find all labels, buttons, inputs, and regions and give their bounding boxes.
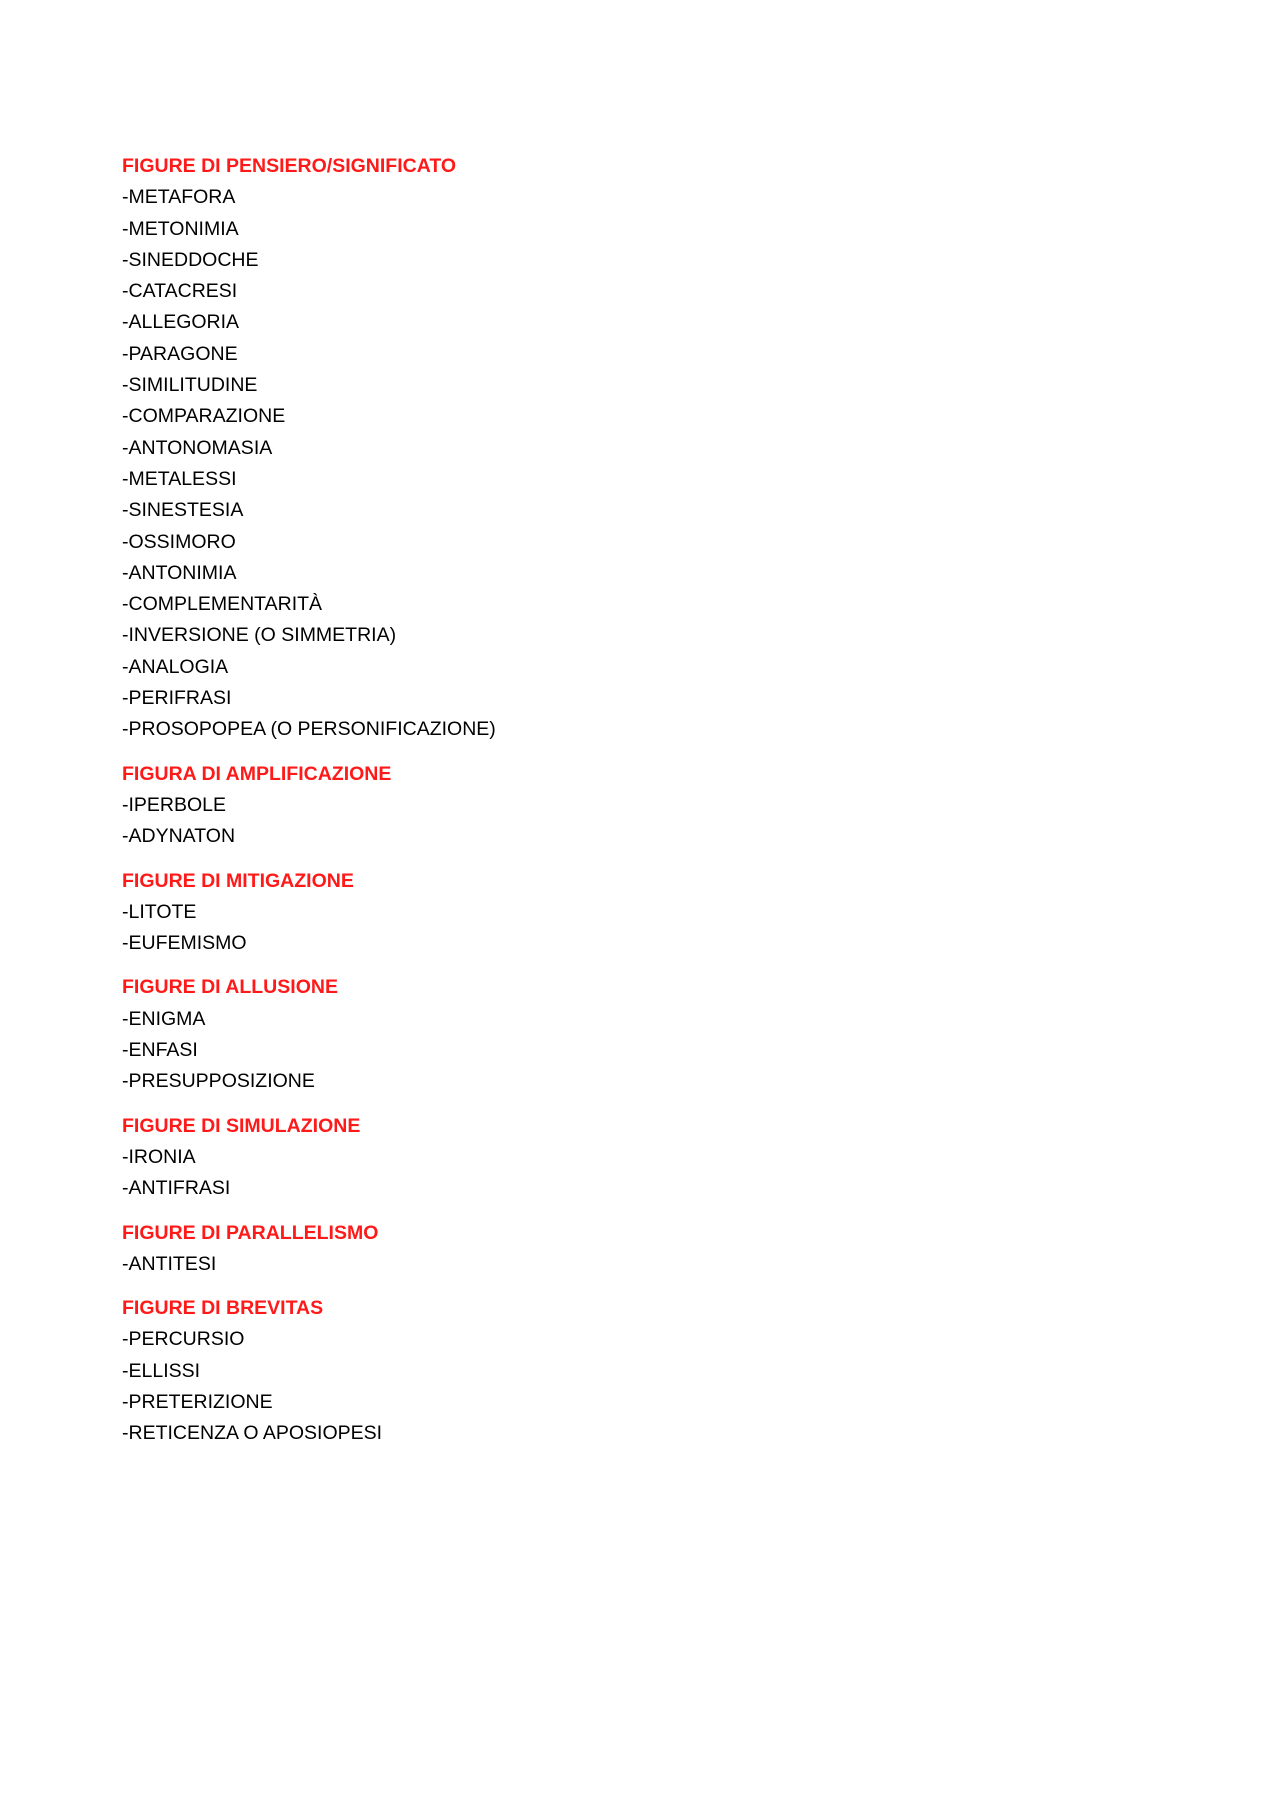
list-item: -PRETERIZIONE [122, 1390, 273, 1413]
section-heading: FIGURE DI PENSIERO/SIGNIFICATO [122, 155, 457, 177]
figure-section [122, 866, 1122, 960]
list-item: -INVERSIONE (O SIMMETRIA) [122, 624, 397, 647]
list-item: -RETICENZA O APOSIOPESI [122, 1422, 383, 1445]
list-item: -IPERBOLE [122, 793, 227, 816]
list-item: -SINEDDOCHE [122, 248, 259, 271]
list-item: -PERCURSIO [122, 1328, 245, 1351]
section-heading: FIGURE DI SIMULAZIONE [122, 1114, 361, 1137]
figure-section [122, 1111, 1122, 1205]
list-item: -LITOTE [122, 900, 197, 923]
list-item: -METONIMIA [122, 217, 239, 240]
section-heading: FIGURA DI AMPLIFICAZIONE [122, 762, 392, 785]
list-item: -ENFASI [122, 1039, 198, 1062]
figure-section [122, 1293, 1122, 1449]
figure-section [122, 151, 1122, 746]
list-item: -OSSIMORO [122, 530, 236, 553]
list-item: -CATACRESI [122, 280, 238, 303]
list-item: -ENIGMA [122, 1007, 206, 1030]
list-item: -PRESUPPOSIZIONE [122, 1070, 315, 1093]
section-heading: FIGURE DI MITIGAZIONE [122, 869, 354, 892]
list-item: -EUFEMISMO [122, 932, 247, 955]
list-item: -SIMILITUDINE [122, 374, 258, 397]
list-item: -ANTONOMASIA [122, 436, 273, 459]
list-item: -METAFORA [122, 186, 236, 209]
document-body [122, 151, 1122, 1463]
list-item: -SINESTESIA [122, 499, 244, 522]
list-item: -ADYNATON [122, 825, 236, 848]
list-item: -ANALOGIA [122, 655, 229, 678]
list-item: -PARAGONE [122, 342, 238, 365]
list-item: -ANTONIMIA [122, 561, 237, 584]
list-item: -ANTIFRASI [122, 1177, 231, 1200]
section-heading: FIGURE DI ALLUSIONE [122, 976, 338, 999]
figure-section [122, 759, 1122, 853]
list-item: -METALESSI [122, 467, 237, 490]
list-item: -IRONIA [122, 1145, 196, 1168]
list-item: -PROSOPOPEA (O PERSONIFICAZIONE) [122, 718, 496, 741]
figure-section [122, 1218, 1122, 1281]
figure-section [122, 972, 1122, 1097]
section-heading: FIGURE DI PARALLELISMO [122, 1221, 379, 1244]
list-item: -COMPLEMENTARITÀ [122, 593, 323, 616]
list-item: -ANTITESI [122, 1252, 217, 1275]
list-item: -COMPARAZIONE [122, 405, 286, 428]
section-heading: FIGURE DI BREVITAS [122, 1297, 324, 1320]
list-item: -PERIFRASI [122, 687, 232, 710]
list-item: -ALLEGORIA [122, 311, 240, 334]
list-item: -ELLISSI [122, 1359, 201, 1382]
